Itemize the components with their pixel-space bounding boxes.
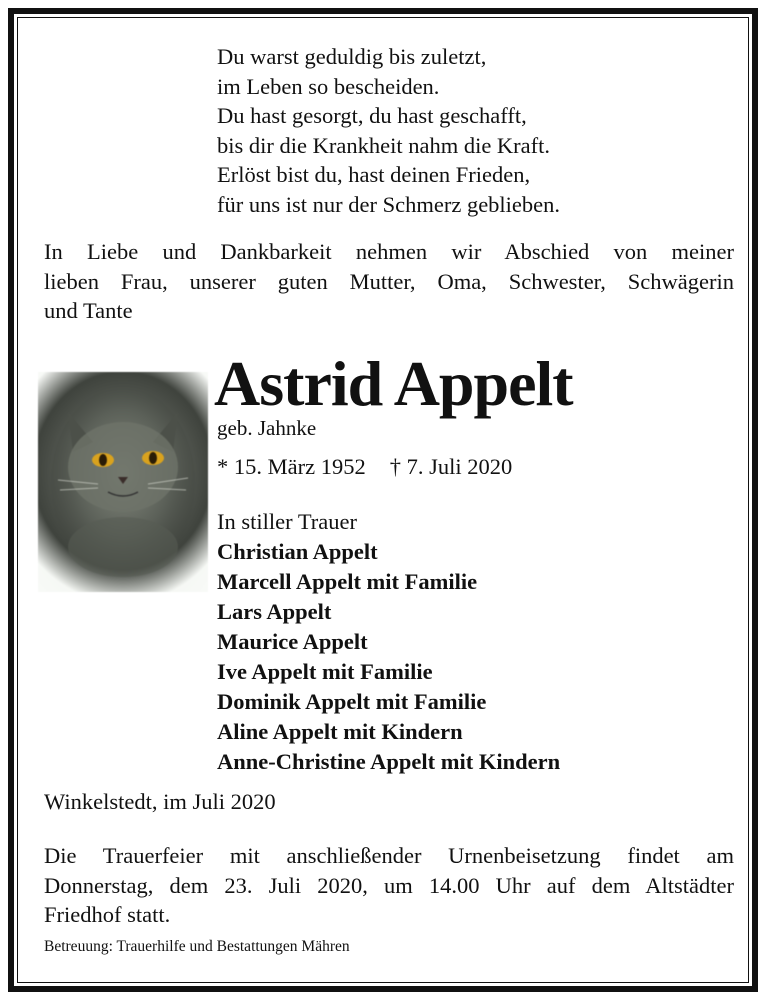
- mourner-name: Christian Appelt: [217, 539, 378, 564]
- place-date: Winkelstedt, im Juli 2020: [44, 789, 276, 814]
- mourners-heading: In stiller Trauer: [217, 509, 357, 534]
- funeral-service-text: [44, 841, 734, 930]
- obituary-frame: [8, 8, 758, 992]
- poem-line: für uns ist nur der Schmerz geblieben.: [217, 191, 561, 217]
- service-line: Donnerstag, dem 23. Juli 2020, um 14.00 Uhr auf dem Altstädter: [44, 872, 734, 898]
- mourner-name: Marcell Appelt mit Familie: [217, 569, 478, 594]
- poem-line: Erlöst bist du, hast deinen Frieden,: [217, 162, 531, 187]
- birth-date: * 15. März 1952: [217, 454, 366, 479]
- mourner-name: Lars Appelt: [217, 599, 332, 624]
- intro-text: [44, 237, 734, 326]
- funeral-home-credit: Betreuung: Trauerhilfe und Bestattungen Mähren: [44, 938, 350, 955]
- poem-line: Du hast gesorgt, du hast geschafft,: [217, 103, 527, 128]
- poem: [217, 42, 560, 219]
- mourner-name: Ive Appelt mit Familie: [217, 659, 433, 684]
- cat-photo: [38, 372, 208, 592]
- intro-line: In Liebe und Dankbarkeit nehmen wir Abschied von meiner: [44, 239, 734, 264]
- mourner-name: Anne-Christine Appelt mit Kindern: [217, 749, 561, 774]
- cat-illustration: [38, 372, 208, 592]
- deceased-name: Astrid Appelt: [214, 348, 573, 419]
- maiden-name: geb. Jahnke: [217, 416, 317, 440]
- poem-line: Du warst geduldig bis zuletzt,: [217, 44, 487, 69]
- mourner-name: Dominik Appelt mit Familie: [217, 689, 487, 714]
- intro-line: lieben Frau, unserer guten Mutter, Oma, Schwester, Schwägerin: [44, 268, 734, 294]
- mourner-name: Aline Appelt mit Kindern: [217, 719, 463, 744]
- poem-line: bis dir die Krankheit nahm die Kraft.: [217, 132, 551, 158]
- service-line: Friedhof statt.: [44, 902, 171, 927]
- death-date: † 7. Juli 2020: [389, 454, 513, 479]
- mourners-list: [217, 507, 560, 777]
- mourner-name: Maurice Appelt: [217, 629, 368, 654]
- intro-line: und Tante: [44, 298, 133, 323]
- poem-line: im Leben so bescheiden.: [217, 73, 440, 99]
- service-line: Die Trauerfeier mit anschließender Urnenbeisetzung findet am: [44, 843, 734, 868]
- life-dates: [217, 454, 512, 480]
